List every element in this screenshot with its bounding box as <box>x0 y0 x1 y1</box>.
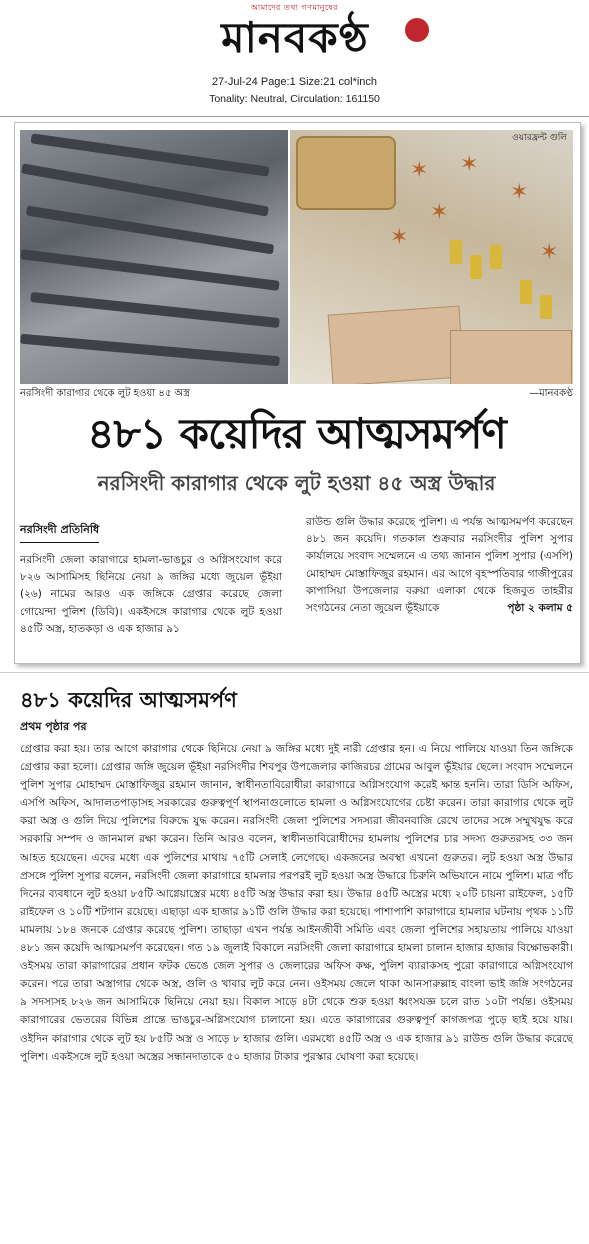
caltrop-icon: ✶ <box>460 152 479 177</box>
continued-jump-link: পৃষ্ঠা ২ কলাম ৫ <box>507 602 573 615</box>
rifle-shape <box>20 249 279 291</box>
photo-recovered-rifles <box>20 130 288 384</box>
rifle-shape <box>20 334 280 367</box>
photo-credit: —মানবকণ্ঠ <box>529 388 573 399</box>
article-column-right-text: রাউন্ড গুলি উদ্ধার করেছে পুলিশ। এ পর্যন্ত আত্মসমর্পণ করেছেন ৪৮১ জন কয়েদি। গতকাল শুক্রবার নরসিংদীর পুলিশ সুপার কার্যালয়ে সংবাদ সম্মেলনে এ তথ্য জানান পুলিশ সুপার (এসপি) মোহাম্মদ মোস্তাফিজুর রহমান। এর আগে বৃহস্পতিবার গাজীপুরের কাপাসিয়া উপজেলার বরুয়া এলাকা থেকে হিজবুত তাহরীর সংগঠনের নেতা জুয়েল ভূঁইয়াকে <box>306 516 573 615</box>
caltrop-icon: ✶ <box>540 240 559 265</box>
masthead-tagline: আমাদের তথ্য গণমানুষের <box>250 3 339 12</box>
divider <box>0 672 589 673</box>
masthead <box>0 0 589 122</box>
caltrop-icon: ✶ <box>510 180 529 205</box>
photo-caption <box>20 386 573 402</box>
shotgun-shell-icon <box>540 295 552 319</box>
newspaper-logo: মানবকণ্ঠ <box>221 13 369 62</box>
clip-meta-tonality-circulation: Tonality: Neutral, Circulation: 161150 <box>209 93 380 105</box>
continuation-subheading: প্রথম পৃষ্ঠার পর <box>20 720 87 733</box>
shotgun-shell-icon <box>470 255 482 279</box>
ammo-box <box>328 305 465 384</box>
article-column-right <box>306 514 573 617</box>
caption-text: নরসিংদী কারাগার থেকে লুট হওয়া ৪৫ অস্ত্র <box>20 388 191 399</box>
logo-swoosh-icon <box>405 18 429 42</box>
divider <box>0 116 589 117</box>
headline: ৪৮১ কয়েদির আত্মসমর্পণ <box>87 409 506 458</box>
photo-recovered-ammunition <box>290 130 573 384</box>
article-column-left: নরসিংদী জেলা কারাগারে হামলা-ভাঙচুর ও অগ্নিসংযোগ করে ৮২৬ আসামিসহ ছিনিয়ে নেয়া ৯ জঙ্গির মধ্যে জুয়েল ভূঁইয়া (২৬) নামের আরও এক জঙ্গিকে গ্রেপ্তার করেছে জেলা গোয়েন্দা পুলিশ (ডিবি)। একইসঙ্গে কারাগার থেকে লুট হওয়া ৪৫টি অস্ত্র, হাতকড়া ও এক হাজার ৯১ <box>20 554 282 635</box>
continuation-headline: ৪৮১ কয়েদির আত্মসমর্পণ <box>20 688 237 712</box>
subheadline: নরসিংদী কারাগার থেকে লুট হওয়া ৪৫ অস্ত্র উদ্ধার <box>97 471 496 495</box>
rifle-shape <box>26 206 274 255</box>
shotgun-shell-icon <box>490 245 502 269</box>
shotgun-shell-icon <box>520 280 532 304</box>
caltrop-icon: ✶ <box>430 200 449 225</box>
ammo-basket <box>296 136 396 210</box>
photo-label: ওয়ারফ্রন্ট গুলি <box>512 133 567 143</box>
clip-meta-date-page-size: 27-Jul-24 Page:1 Size:21 col*inch <box>211 76 378 88</box>
byline: নরসিংদী প্রতিনিধি <box>20 521 99 543</box>
continuation-body: গ্রেপ্তার করা হয়। তার আগে কারাগার থেকে ছিনিয়ে নেয়া ৯ জঙ্গির মধ্যে দুই নারী গ্রেপ্তার হন। এ নিয়ে পালিয়ে যাওয়া তিন জঙ্গিকে গ্রেপ্তার করা হলো। গ্রেপ্তার জঙ্গি জুয়েল ভূঁইয়া নরসিংদীর শিবপুর উপজেলার কাজিরচর গ্রামের আবুল ভূঁইয়ার ছেলে। সংবাদ সম্মেলনে পুলিশ সুপার মোহাম্মদ মোস্তাফিজুর রহমান জানান, স্বাধীনতাবিরোধীরা কারাগারে অগ্নিসংযোগ করেই ক্ষান্ত হননি। তারা ডিসি অফিস, এসপি অফিস, আদালতপাড়াসহ সরকারের গুরুত্বপূর্ণ স্থাপনাগুলোতে হামলা ও অগ্নিসংযোগের চেষ্টা করেন। তারা কারাগার থেকে লুট করা অস্ত্র ও গুলি দিয়ে পুলিশের বিরুদ্ধে যুদ্ধ করেন। নরসিংদী জেলা পুলিশের সদস্যরা জীবনবাজি রেখে তাদের সঙ্গে সম্মুখযুদ্ধ করে সরকারি সম্পদ ও জানমাল রক্ষা করেন। তিনি আরও বলেন, স্বাধীনতাবিরোধীদের হামলায় পুলিশের চার সদস্য গুরুতরসহ ৩৩ জন আহত হয়েছেন। এদের মধ্যে এক পুলিশের মাথায় ৭৫টি সেলাই লেগেছে। একজনের অবস্থা এখনো গুরুতর। লুট হওয়া অস্ত্র উদ্ধার প্রসঙ্গে পুলিশ সুপার বলেন, নরসিংদী জেলা কারাগারে হামলার পরপরই লুট হওয়া অস্ত্র উদ্ধারে চিরুনি অভিযানে নামে পুলিশ। মাত্র পাঁচ দিনের ব্যবধানে লুট হওয়া ৮৫টি আগ্নেয়াস্ত্রের মধ্যে ৪৫টি অস্ত্র উদ্ধার করা হয়। উদ্ধার ৪৫টি অস্ত্রের মধ্যে ২০টি চায়না রাইফেল, ১৫টি রাইফেল ও ১০টি শটগান রয়েছে। এছাড়া এক হাজার ৯১টি গুলি উদ্ধার করা হয়েছে। পাশাপাশি কারাগারে হামলার ঘটনায় পৃথক ১১টি মামলায় ১৮৪ জনকে গ্রেপ্তার করেছে পুলিশ। তাছাড়া এখন পর্যন্ত আইনজীবী সমিতি এবং জেলা পুলিশের সহায়তায় পালিয়ে যাওয়া ৪৮১ জন কয়েদি আত্মসমর্পণ করেছেন। গত ১৯ জুলাই বিকালে নরসিংদী জেলা কারাগারে হামলা চালান হাজার হাজার বিক্ষোভকারী। ওইসময় তারা কারাগারের প্রধান ফটক ভেঙে জেল সুপার ও জেলারের অফিস কক্ষ, পুলিশ ব্যারাকসহ পুরো কারাগারে অগ্নিসংযোগ করেন। পরে তারা অস্ত্রাগার থেকে অস্ত্র, গুলি ও খাবার লুট করে নেন। ওইসময় জেলে থাকা আনসারুল্লাহ বাংলা ভাই জঙ্গি সংগঠনের ৯ সদস্যসহ ৮২৬ জন আসামিকে ছিনিয়ে নেয়া হয়। বিকাল সাড়ে ৪টা থেকে শুরু হওয়া ধ্বংসযজ্ঞ চলে রাত ১০টা পর্যন্ত। ওইসময় কারাগারের ভেতরের বিভিন্ন প্রান্তে ভাঙচুর-অগ্নিসংযোগ চালানো হয়। এতে কারাগারের গুরুত্বপূর্ণ কাগজপত্র পুড়ে ছাই হয়ে যায়। ওইদিন কারাগার থেকে লুট হয় ৮৫টি অস্ত্র ও সাড়ে ৮ হাজার গুলি। এরমধ্যে ৪৫টি অস্ত্র ও এক হাজার ৯১ রাউন্ড গুলি উদ্ধার করেছে পুলিশ। একইসঙ্গে লুট হওয়া অস্ত্রের সন্ধানদাতাকে ৫০ হাজার টাকার পুরস্কার ঘোষণা করা হয়েছে। <box>20 743 573 1063</box>
caltrop-icon: ✶ <box>410 158 429 183</box>
ammo-box <box>450 330 572 384</box>
rifle-shape <box>30 292 280 328</box>
shotgun-shell-icon <box>450 240 462 264</box>
caltrop-icon: ✶ <box>390 225 409 250</box>
